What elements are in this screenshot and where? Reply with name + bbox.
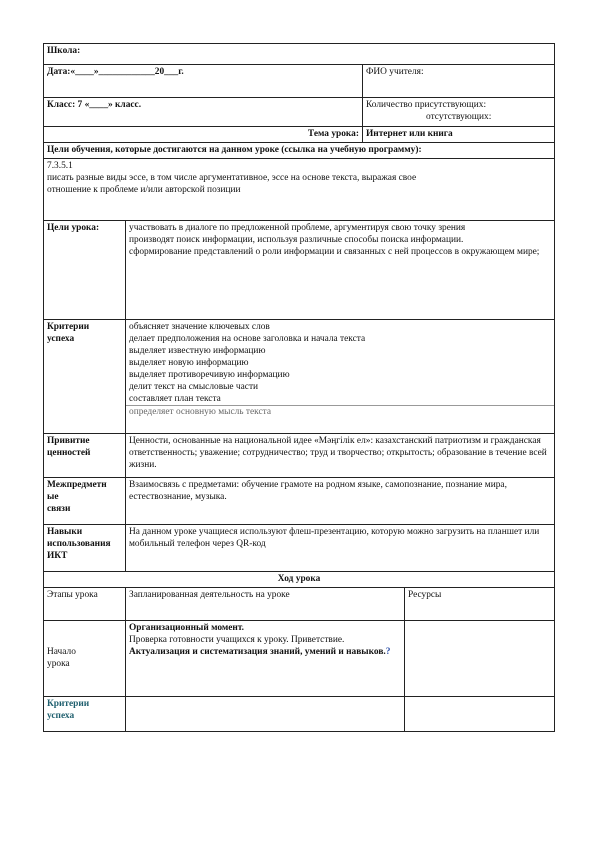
criteria-item: выделяет противоречивую информацию (129, 370, 290, 381)
teacher-name-cell: ФИО учителя: (363, 65, 555, 98)
question-mark: ? (385, 647, 391, 658)
interdisciplinary-label-2: ые (47, 492, 59, 503)
criteria-item: делит текст на смысловые части (129, 382, 259, 393)
interdisciplinary-label-1: Межпредметн (47, 480, 107, 491)
success-criteria-label-2: успеха (47, 334, 75, 345)
lesson-goal-item: сформирование представлений о роли информации и связанных с ней процессов в окружающем мире; (129, 247, 540, 258)
actualization-text: Актуализация и систематизация знаний, умений и навыков. (129, 647, 386, 658)
actualization (129, 646, 401, 658)
stage-criteria-label (44, 697, 126, 732)
lesson-plan-table (43, 43, 555, 732)
stage-criteria-label-1: Критерии (47, 699, 90, 710)
date-cell: Дата:«____»____________20___г. (44, 65, 363, 98)
values-label (44, 434, 126, 478)
values-cell: Ценности, основанные на национальной идее «Мәңгілік ел»: казахстанский патриотизм и гражданская ответственность; уважение; сотрудничество; труд и творчество; открытость; образование в течение всей жизни. (126, 434, 555, 478)
lesson-flow-heading: Ход урока (44, 572, 555, 588)
topic-value: Интернет или книга (363, 127, 555, 143)
stage-criteria-activity (126, 697, 405, 732)
col-activity-header: Запланированная деятельность на уроке (126, 588, 405, 621)
program-goals-cell (44, 159, 555, 221)
lesson-plan-page (43, 43, 554, 732)
attendance-present: Количество присутствующих: (366, 100, 487, 110)
col-resources-header: Ресурсы (405, 588, 555, 621)
lesson-goals-label: Цели урока: (44, 221, 126, 320)
school-cell: Школа: (44, 44, 555, 65)
attendance-cell (363, 98, 555, 127)
stage-start-label-1: Начало (47, 647, 76, 658)
readiness-check: Проверка готовности учащихся к уроку. Приветствие. (129, 635, 345, 646)
values-label-2: ценностей (47, 448, 91, 459)
ict-cell: На данном уроке учащиеся используют флеш-презентацию, которую можно загрузить на планшет или мобильный телефон через QR-код (126, 525, 555, 572)
values-label-1: Привитие (47, 436, 90, 447)
lesson-goal-item: производят поиск информации, используя различные способы поиска информации. (129, 235, 464, 246)
success-criteria-cell (126, 320, 555, 434)
criteria-item: выделяет новую информацию (129, 358, 249, 369)
lesson-goals-cell (126, 221, 555, 320)
ict-label-1: Навыки (47, 527, 83, 538)
ict-label (44, 525, 126, 572)
lesson-goal-item: участвовать в диалоге по предложенной проблеме, аргументируя свою точку зрения (129, 223, 466, 234)
program-goals-heading: Цели обучения, которые достигаются на данном уроке (ссылка на учебную программу): (44, 143, 555, 159)
stage-criteria-label-2: успеха (47, 711, 75, 722)
interdisciplinary-label-3: связи (47, 504, 71, 515)
ict-label-3: ИКТ (47, 551, 68, 562)
col-stage-header: Этапы урока (44, 588, 126, 621)
attendance-absent: отсутствующих: (426, 112, 492, 123)
topic-label: Тема урока: (44, 127, 363, 143)
program-goals-code: 7.3.5.1 (47, 161, 73, 172)
program-goals-text-1: писать разные виды эссе, в том числе аргументативное, эссе на основе текста, выражая свое (47, 173, 417, 184)
class-cell: Класс: 7 «____» класс. (44, 98, 363, 127)
program-goals-text-2: отношение к проблеме и/или авторской позиции (47, 185, 241, 196)
criteria-item: определяет основную мысль текста (126, 405, 554, 418)
interdisciplinary-cell: Взаимосвязь с предметами: обучение грамоте на родном языке, самопознание, познание мира, естествознание, музыка. (126, 478, 555, 525)
success-criteria-label (44, 320, 126, 434)
org-moment: Организационный момент. (129, 623, 245, 634)
stage-start-label (44, 621, 126, 697)
stage-start-resources (405, 621, 555, 697)
criteria-item: объясняет значение ключевых слов (129, 322, 270, 333)
ict-label-2: использования (47, 539, 111, 550)
stage-start-activity (126, 621, 405, 697)
criteria-item: выделяет известную информацию (129, 346, 266, 357)
success-criteria-label-1: Критерии (47, 322, 90, 333)
criteria-item: делает предположения на основе заголовка и начала текста (129, 334, 366, 345)
stage-criteria-resources (405, 697, 555, 732)
interdisciplinary-label (44, 478, 126, 525)
stage-start-label-2: урока (47, 659, 70, 670)
criteria-item: составляет план текста (129, 394, 221, 405)
